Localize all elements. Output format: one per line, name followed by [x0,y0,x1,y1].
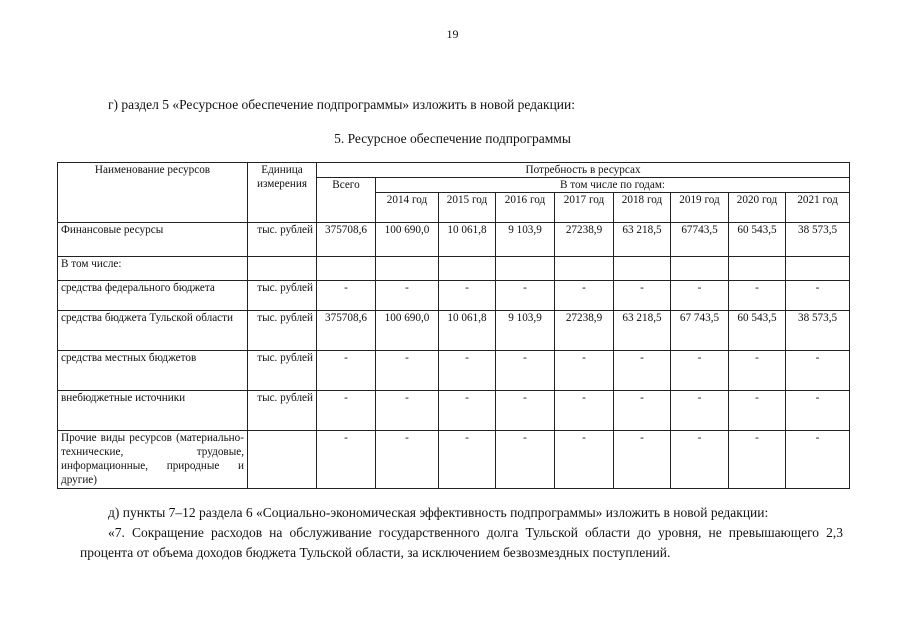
row-value-cell: - [555,431,614,489]
table-row [58,311,850,351]
row-value-cell [555,257,614,281]
row-value-cell: 67743,5 [671,223,729,257]
row-unit-cell: тыс. рублей [248,311,317,351]
section-title: 5. Ресурсное обеспечение подпрограммы [334,131,571,146]
row-value-cell: - [496,351,555,391]
row-total-cell [317,257,376,281]
row-value-cell: - [729,431,786,489]
table-row [58,257,850,281]
year-header: 2019 год [671,193,729,223]
table-row [58,223,850,257]
row-value-cell: - [671,431,729,489]
row-value-cell [439,257,496,281]
table-row [58,391,850,431]
table-row [58,281,850,311]
table-row [58,431,850,489]
row-value-cell: - [439,431,496,489]
row-value-cell: - [614,391,671,431]
row-value-cell: - [786,351,850,391]
header-total: Всего [317,178,376,223]
row-value-cell: - [555,351,614,391]
row-unit-cell [248,431,317,489]
year-header: 2016 год [496,193,555,223]
row-name-cell: средства бюджета Тульской области [58,311,248,351]
section-d-line: д) пункты 7–12 раздела 6 «Социально-экономическая эффективность подпрограммы» изложить в новой редакции: [108,505,769,520]
year-header: 2020 год [729,193,786,223]
intro-line: г) раздел 5 «Ресурсное обеспечение подпрограммы» изложить в новой редакции: [108,97,575,112]
row-total-cell: - [317,391,376,431]
year-header: 2014 год [376,193,439,223]
row-name-cell: внебюджетные источники [58,391,248,431]
header-need: Потребность в ресурсах [317,163,850,178]
row-value-cell [671,257,729,281]
row-value-cell: - [786,391,850,431]
row-value-cell: 67 743,5 [671,311,729,351]
row-value-cell [376,257,439,281]
row-value-cell [729,257,786,281]
row-value-cell: 60 543,5 [729,223,786,257]
row-value-cell: - [376,391,439,431]
year-header: 2018 год [614,193,671,223]
row-total-cell: 375708,6 [317,223,376,257]
paragraph-7: «7. Сокращение расходов на обслуживание государственного долга Тульской области до уровня, не превышающего 2,3 процента от объема доходов бюджета Тульской области, за исключением безвозмездных поступлений. [80,525,843,560]
row-value-cell: - [671,391,729,431]
row-value-cell [496,257,555,281]
row-total-cell: - [317,431,376,489]
row-value-cell: 9 103,9 [496,223,555,257]
header-by-years: В том числе по годам: [376,178,850,193]
year-header: 2021 год [786,193,850,223]
header-row-1 [58,163,850,178]
resources-table [57,162,850,489]
row-value-cell: 27238,9 [555,311,614,351]
page-number: 19 [446,27,459,41]
row-name-cell: Прочие виды ресурсов (материально-технические, трудовые, информационные, природные и другие) [58,431,248,489]
row-value-cell: 63 218,5 [614,311,671,351]
row-value-cell: - [439,281,496,311]
row-value-cell: - [376,431,439,489]
row-value-cell: - [555,391,614,431]
row-value-cell: - [614,281,671,311]
row-value-cell: 100 690,0 [376,311,439,351]
row-unit-cell: тыс. рублей [248,223,317,257]
row-value-cell: - [729,351,786,391]
row-value-cell: 38 573,5 [786,311,850,351]
table-row [58,351,850,391]
row-total-cell: - [317,351,376,391]
row-value-cell: 63 218,5 [614,223,671,257]
row-value-cell: 10 061,8 [439,311,496,351]
row-unit-cell: тыс. рублей [248,391,317,431]
row-value-cell: - [496,281,555,311]
row-total-cell: 375708,6 [317,311,376,351]
row-name-cell: Финансовые ресурсы [58,223,248,257]
row-value-cell: - [786,281,850,311]
row-value-cell: - [786,431,850,489]
row-value-cell: - [671,281,729,311]
row-name-cell: В том числе: [58,257,248,281]
row-unit-cell: тыс. рублей [248,351,317,391]
row-value-cell [614,257,671,281]
row-value-cell [786,257,850,281]
row-value-cell: 38 573,5 [786,223,850,257]
row-value-cell: - [729,391,786,431]
row-unit-cell: тыс. рублей [248,281,317,311]
row-value-cell: - [439,351,496,391]
row-value-cell: - [439,391,496,431]
header-name: Наименование ресурсов [58,163,248,223]
row-value-cell: - [376,351,439,391]
row-value-cell: 27238,9 [555,223,614,257]
row-total-cell: - [317,281,376,311]
row-value-cell: - [614,351,671,391]
row-name-cell: средства федерального бюджета [58,281,248,311]
row-name-cell: средства местных бюджетов [58,351,248,391]
row-unit-cell [248,257,317,281]
header-unit: Единица измерения [248,163,317,223]
row-value-cell: - [671,351,729,391]
year-header: 2015 год [439,193,496,223]
row-value-cell: - [496,391,555,431]
row-value-cell: - [496,431,555,489]
row-value-cell: - [729,281,786,311]
row-value-cell: - [555,281,614,311]
year-header: 2017 год [555,193,614,223]
row-value-cell: 9 103,9 [496,311,555,351]
row-value-cell: - [614,431,671,489]
row-value-cell: - [376,281,439,311]
row-value-cell: 100 690,0 [376,223,439,257]
row-value-cell: 10 061,8 [439,223,496,257]
row-value-cell: 60 543,5 [729,311,786,351]
